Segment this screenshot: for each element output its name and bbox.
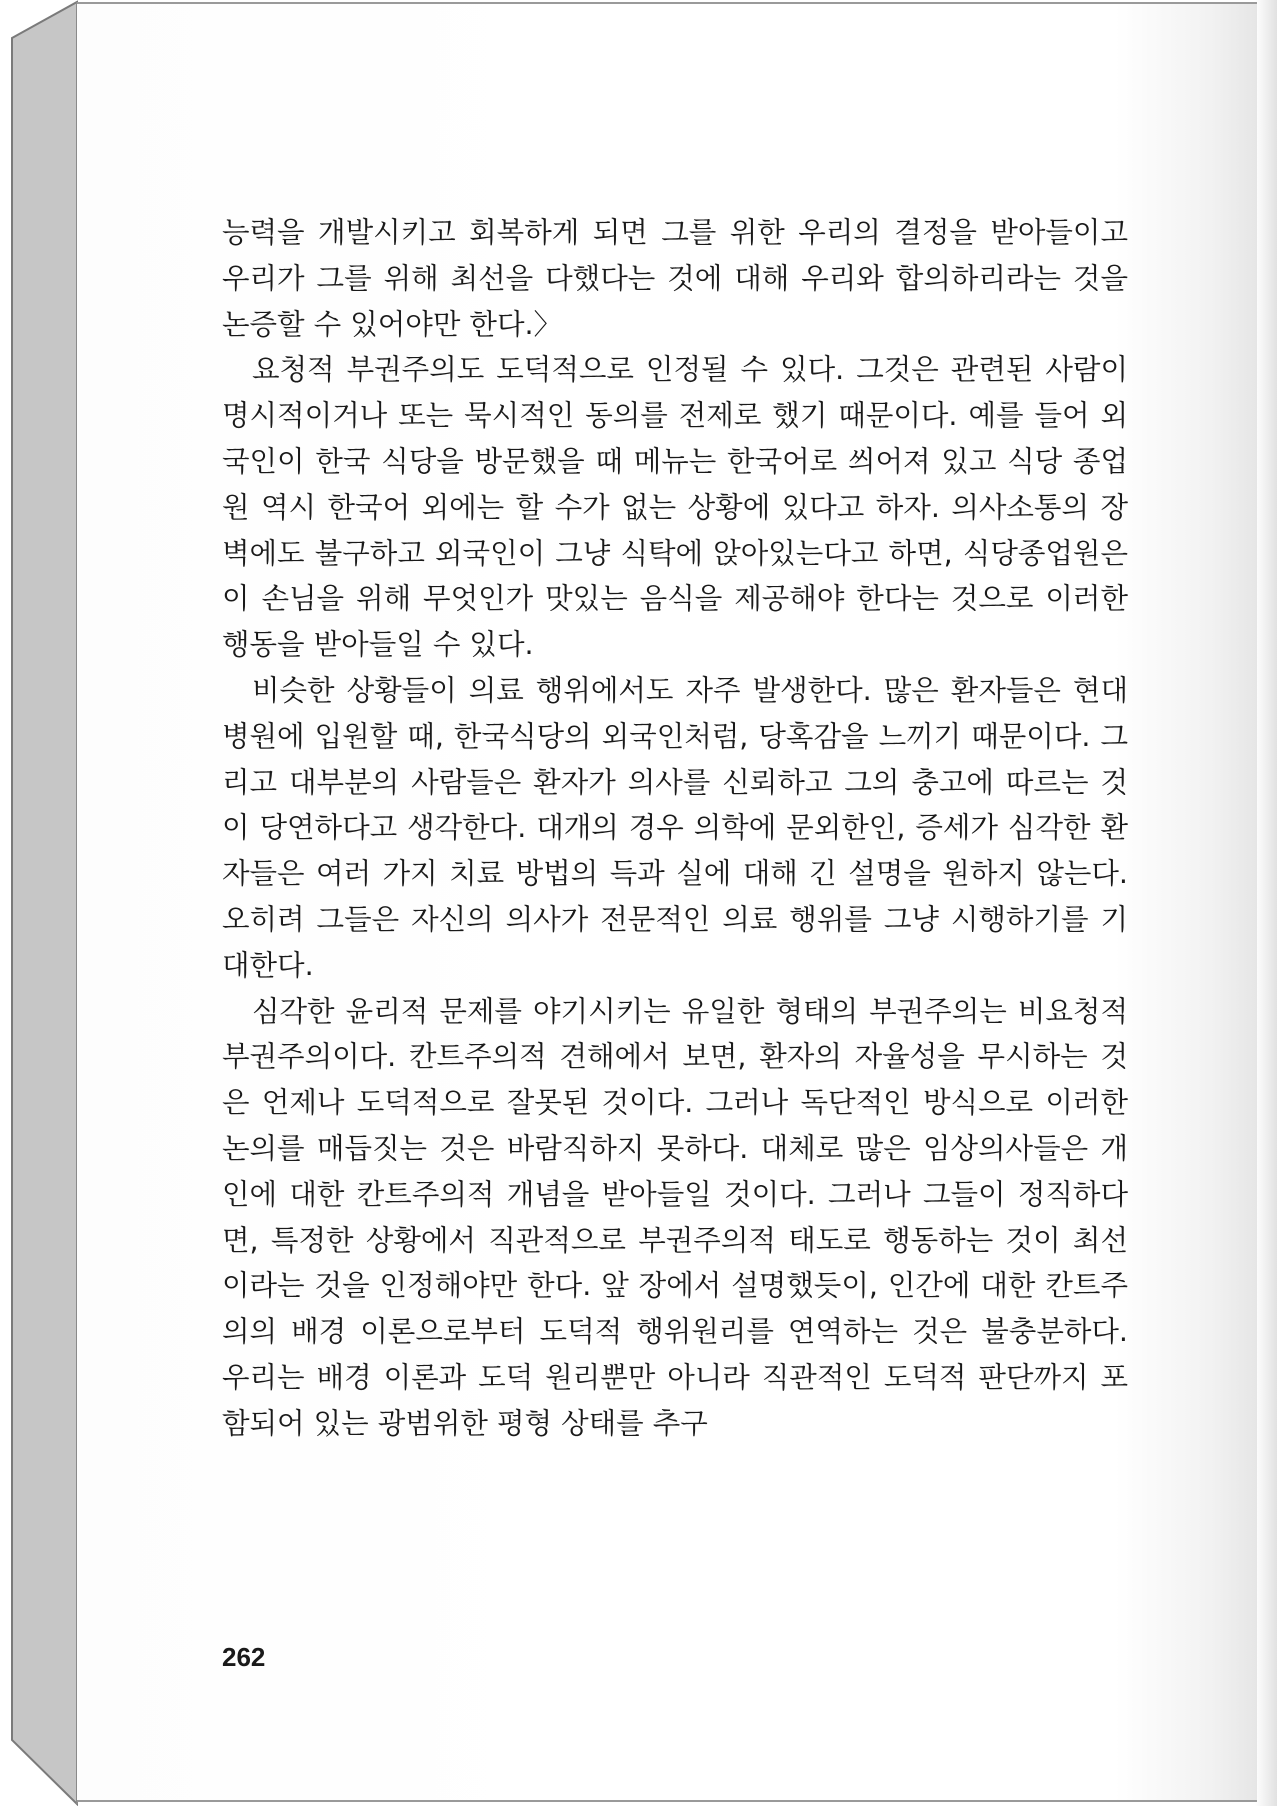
paragraph-1: 능력을 개발시키고 회복하게 되면 그를 위한 우리의 결정을 받아들이고 우리가 그를 위해 최선을 다했다는 것에 대해 우리와 합의하리라는 것을 논증할 수 있어야만 한다.〉 — [222, 216, 1128, 341]
page-number: 262 — [222, 1642, 266, 1672]
paragraph-3: 비슷한 상황들이 의료 행위에서도 자주 발생한다. 많은 환자들은 현대 병원에 입원할 때, 한국식당의 외국인처럼, 당혹감을 느끼기 때문이다. 그리고 대부분의 사람들은 환자가 의사를 신뢰하고 그의 충고에 따르는 것이 당연하다고 생각한다. 대개의 경우 의학에 문외한인, 증세가 심각한 환자들은 여러 가지 치료 방법의 득과 실에 대해 긴 설명을 원하지 않는다. 오히려 그들은 자신의 의사가 전문적인 의료 행위를 그냥 시행하기를 기대한다. — [222, 673, 1128, 982]
paragraph-2: 요청적 부권주의도 도덕적으로 인정될 수 있다. 그것은 관련된 사람이 명시적이거나 또는 묵시적인 동의를 전제로 했기 때문이다. 예를 들어 외국인이 한국 식당을 방문했을 때 메뉴는 한국어로 씌어져 있고 식당 종업원 역시 한국어 외에는 할 수가 없는 상황에 있다고 하자. 의사소통의 장벽에도 불구하고 외국인이 그냥 식탁에 앉아있는다고 하면, 식당종업원은 이 손님을 위해 무엇인가 맛있는 음식을 제공해야 한다는 것으로 이러한 행동을 받아들일 수 있다. — [222, 353, 1128, 662]
page-edge-shadow — [1255, 0, 1277, 1806]
body-text — [222, 210, 1128, 1447]
paragraph-4: 심각한 윤리적 문제를 야기시키는 유일한 형태의 부권주의는 비요청적 부권주의이다. 칸트주의적 견해에서 보면, 환자의 자율성을 무시하는 것은 언제나 도덕적으로 잘못된 것이다. 그러나 독단적인 방식으로 이러한 논의를 매듭짓는 것은 바람직하지 못하다. 대체로 많은 임상의사들은 개인에 대한 칸트주의적 개념을 받아들일 것이다. 그러나 그들이 정직하다면, 특정한 상황에서 직관적으로 부권주의적 태도로 행동하는 것이 최선이라는 것을 인정해야만 한다. 앞 장에서 설명했듯이, 인간에 대한 칸트주의의 배경 이론으로부터 도덕적 행위원리를 연역하는 것은 불충분하다. 우리는 배경 이론과 도덕 원리뿐만 아니라 직관적인 도덕적 판단까지 포함되어 있는 광범위한 평형 상태를 추구 — [222, 994, 1128, 1440]
